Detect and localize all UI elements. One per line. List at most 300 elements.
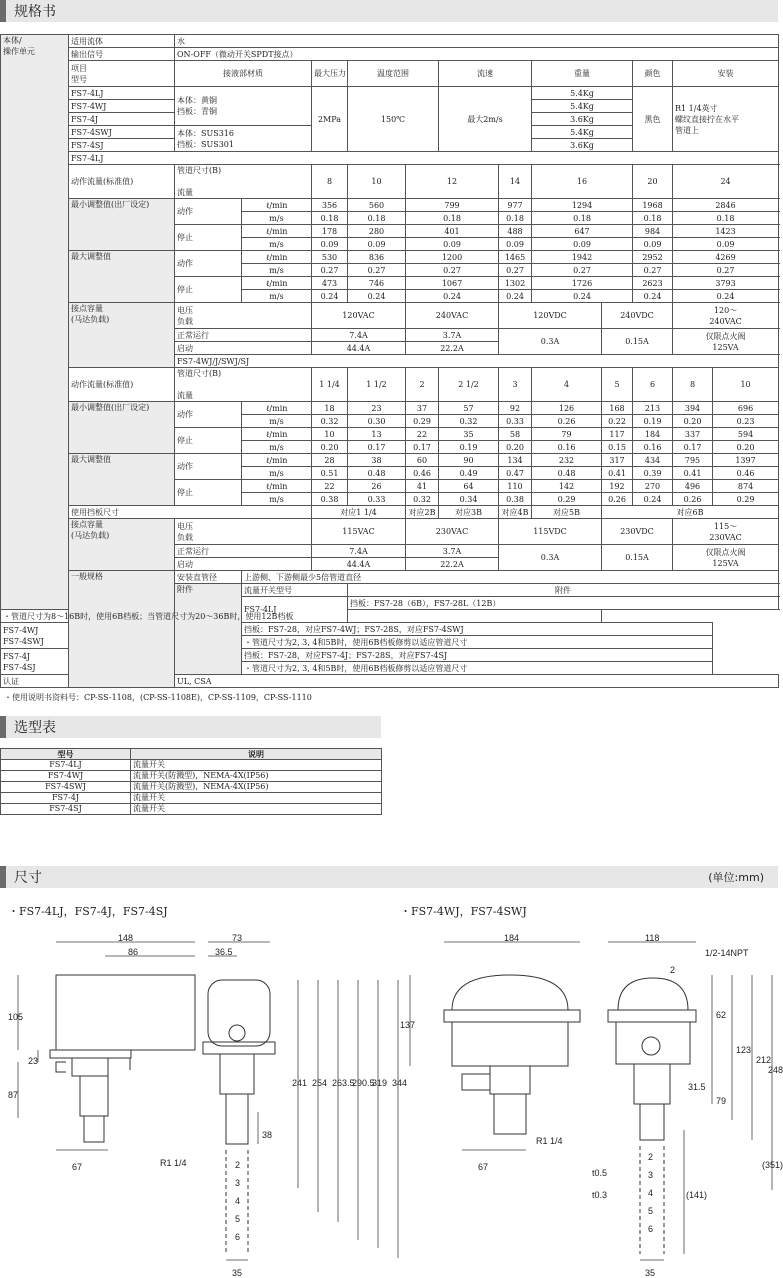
spec-header: 安装 — [673, 61, 779, 87]
dimension-label: 148 — [118, 933, 134, 943]
select-title: 选型表 — [14, 720, 56, 736]
value-cell: 38 — [348, 454, 406, 467]
cert-value: UL, CSA — [175, 675, 779, 688]
dimension-label: 263.5 — [332, 1078, 355, 1088]
value-cell: 0.18 — [633, 212, 673, 225]
voltage-cell: 230VAC — [406, 519, 499, 545]
value-cell: 0.24 — [633, 493, 673, 506]
value-cell: 90 — [439, 454, 499, 467]
value-cell: 0.18 — [312, 212, 348, 225]
voltage-cell: 120～ 240VAC — [673, 303, 779, 329]
value-cell: 473 — [312, 277, 348, 290]
value-cell: 22 — [406, 428, 439, 441]
pipe-flow-header: 管道尺寸(B) 流量 — [175, 165, 312, 199]
dimension-label: 123 — [736, 1045, 752, 1055]
action-label: 动作 — [175, 199, 242, 225]
acc-line: 挡板：FS7-28，对应FS7-4WJ；FS7-28S，对应FS7-4SWJ — [242, 623, 713, 636]
value-cell: 530 — [312, 251, 348, 264]
value-cell: 0.24 — [673, 290, 779, 303]
size-header: 1 1/2 — [348, 368, 406, 402]
adjust-label: 最小调整值(出厂设定) — [69, 402, 175, 454]
run-label: 正常运行 — [175, 329, 312, 342]
value-cell: 0.32 — [312, 415, 348, 428]
value-cell: 280 — [348, 225, 406, 238]
select-model: FS7-4J — [1, 793, 131, 804]
current-cell: 0.3A — [499, 545, 602, 571]
value-cell: 0.24 — [312, 290, 348, 303]
value-cell: 0.23 — [713, 415, 779, 428]
value-cell: 799 — [406, 199, 499, 212]
value-cell: 0.27 — [532, 264, 633, 277]
dimension-label: 79 — [716, 1096, 727, 1106]
value-cell: 0.27 — [406, 264, 499, 277]
value-cell: 0.38 — [499, 493, 532, 506]
value-cell: 60 — [406, 454, 439, 467]
value-cell: 594 — [713, 428, 779, 441]
value-cell: 1423 — [673, 225, 779, 238]
select-desc: 流量开关 — [131, 804, 382, 815]
value-cell: 2623 — [633, 277, 673, 290]
value-cell: 874 — [713, 480, 779, 493]
value-cell: 0.16 — [532, 441, 602, 454]
value-cell: 0.20 — [713, 441, 779, 454]
accessory-header: 附件 — [348, 584, 779, 597]
current-cell: 7.4A — [312, 545, 406, 558]
value-cell: 977 — [499, 199, 532, 212]
value-cell: 0.29 — [532, 493, 602, 506]
voltage-cell: 115VDC — [499, 519, 602, 545]
size-header: 14 — [499, 165, 532, 199]
voltage-cell: 120VAC — [312, 303, 406, 329]
current-cell: 0.3A — [499, 329, 602, 355]
volt-load-header: 电压 负载 — [175, 303, 312, 329]
value-cell: 0.18 — [406, 212, 499, 225]
acc-line: 挡板：FS7-28，对应FS7-4J；FS7-28S，对应FS7-4SJ — [242, 649, 713, 662]
paddle-size-label: 4 — [235, 1196, 241, 1206]
select-model: FS7-4SJ — [1, 804, 131, 815]
unit-cell: m/s — [242, 264, 312, 277]
paddle-size-label: 4 — [648, 1188, 654, 1198]
action-label: 动作 — [175, 454, 242, 480]
value-cell: 1726 — [532, 277, 633, 290]
size-header: 3 — [499, 368, 532, 402]
dim-title: 尺寸 — [14, 870, 42, 886]
value-cell: 0.09 — [633, 238, 673, 251]
value-cell: 270 — [633, 480, 673, 493]
value-cell: 10 — [312, 428, 348, 441]
acc-model-cell: FS7-4WJ FS7-4SWJ — [1, 623, 175, 649]
value-cell: 41 — [406, 480, 439, 493]
value-cell: 0.34 — [439, 493, 499, 506]
size-header: 8 — [673, 368, 713, 402]
value-cell: 0.27 — [312, 264, 348, 277]
value-cell: 1465 — [499, 251, 532, 264]
acc-line: 挡板：FS7-28（6B），FS7-28L（12B） — [348, 597, 779, 610]
general-label: 一般规格 — [69, 571, 175, 688]
dimension-label: 105 — [8, 1012, 24, 1022]
acc-line: ・管道尺寸为8～16B时，使用6B档板；当管道尺寸为20～36B时，使用12B档板 — [1, 610, 602, 623]
model-cell: FS7-4SJ — [69, 139, 175, 152]
unit-cell: m/s — [242, 290, 312, 303]
drawing-outlines — [50, 975, 696, 1254]
value-cell: 0.09 — [406, 238, 499, 251]
spec-title: 规格书 — [14, 4, 56, 20]
dimension-label: 248 — [768, 1065, 783, 1075]
acc-line: ・管道尺寸为2, 3, 4和5B时，使用6B档板修剪以适应管道尺寸 — [242, 636, 713, 649]
dimension-label: 290.5 — [352, 1078, 375, 1088]
output-value: ON-OFF（微动开关SPDT接点） — [175, 48, 779, 61]
size-header: 1 1/4 — [312, 368, 348, 402]
dimension-label: t0.5 — [592, 1168, 608, 1178]
paddle-cell: 对应3B — [439, 506, 499, 519]
dimension-label: t0.3 — [592, 1190, 608, 1200]
value-cell: 0.09 — [532, 238, 633, 251]
dimension-label: 38 — [262, 1130, 273, 1140]
adjust-label: 最大调整值 — [69, 454, 175, 506]
value-cell: 35 — [439, 428, 499, 441]
capacity-label: 接点容量 (马达负载) — [69, 519, 175, 571]
fluid-label: 适用流体 — [69, 35, 175, 48]
value-cell: 0.49 — [439, 467, 499, 480]
dimension-label: 23 — [28, 1056, 39, 1066]
unit-cell: m/s — [242, 467, 312, 480]
model-cell: FS7-4LJ — [69, 87, 175, 100]
value-cell: 0.20 — [673, 415, 713, 428]
select-model: FS7-4SWJ — [1, 782, 131, 793]
weight-cell: 3.6Kg — [532, 139, 633, 152]
value-cell: 746 — [348, 277, 406, 290]
voltage-cell: 120VDC — [499, 303, 602, 329]
size-header: 12 — [406, 165, 499, 199]
value-cell: 79 — [532, 428, 602, 441]
value-cell: 0.32 — [406, 493, 439, 506]
unit-cell: ℓ/min — [242, 402, 312, 415]
size-header: 2 — [406, 368, 439, 402]
current-cell: 44.4A — [312, 342, 406, 355]
value-cell: 0.15 — [602, 441, 633, 454]
spec-header: 最大压力 — [312, 61, 348, 87]
value-cell: 22 — [312, 480, 348, 493]
paddle-size-label: 2 — [235, 1160, 241, 1170]
value-cell: 696 — [713, 402, 779, 415]
weight-cell: 5.4Kg — [532, 87, 633, 100]
value-cell: 0.27 — [673, 264, 779, 277]
size-header: 20 — [633, 165, 673, 199]
manual-note: ・使用说明书资料号：CP-SS-1108，(CP-SS-1108E)，CP-SS-1109，CP-SS-1110 — [4, 693, 312, 702]
value-cell: 0.27 — [499, 264, 532, 277]
action-label: 停止 — [175, 480, 242, 506]
value-cell: 0.09 — [348, 238, 406, 251]
value-cell: 0.18 — [532, 212, 633, 225]
material-cell: 本体：黄铜 挡板：青铜 — [175, 87, 312, 126]
size-header: 10 — [713, 368, 779, 402]
dimension-label: 254 — [312, 1078, 328, 1088]
value-cell: 836 — [348, 251, 406, 264]
value-cell: 0.46 — [406, 467, 439, 480]
select-header: 型号 — [1, 749, 131, 760]
unit-cell: m/s — [242, 415, 312, 428]
value-cell: 0.33 — [499, 415, 532, 428]
value-cell: 58 — [499, 428, 532, 441]
size-header: 8 — [312, 165, 348, 199]
value-cell: 0.29 — [406, 415, 439, 428]
value-cell: 0.38 — [312, 493, 348, 506]
value-cell: 117 — [602, 428, 633, 441]
paddle-size-label: 6 — [648, 1224, 654, 1234]
dimension-label: 137 — [400, 1020, 416, 1030]
accessory-label: 附件 — [175, 584, 242, 675]
select-desc: 流量开关 — [131, 760, 382, 771]
unit-cell: ℓ/min — [242, 454, 312, 467]
value-cell: 434 — [633, 454, 673, 467]
dimension-label: 1/2-14NPT — [705, 948, 749, 958]
dimension-label: 319 — [372, 1078, 388, 1088]
value-cell: 0.48 — [532, 467, 602, 480]
paddle-size-label: 6 — [235, 1232, 241, 1242]
unit-label: (单位:mm) — [708, 871, 764, 884]
unit-cell: m/s — [242, 493, 312, 506]
action-label: 动作 — [175, 251, 242, 277]
value-cell: 0.41 — [602, 467, 633, 480]
value-cell: 178 — [312, 225, 348, 238]
value-cell: 28 — [312, 454, 348, 467]
paddle-size-label: 2 — [648, 1152, 654, 1162]
size-header: 10 — [348, 165, 406, 199]
install-pipe-value: 上游侧、下游侧最少5倍管道直径 — [242, 571, 779, 584]
install-cell: R1 1/4英寸 螺纹直接拧在水平 管道上 — [673, 87, 779, 152]
unit-cell: ℓ/min — [242, 480, 312, 493]
paddle-size-label: 5 — [648, 1206, 654, 1216]
select-model: FS7-4WJ — [1, 771, 131, 782]
temp-cell: 150℃ — [348, 87, 439, 152]
current-cell: 7.4A — [312, 329, 406, 342]
dimension-label: 67 — [72, 1162, 83, 1172]
value-cell: 4269 — [673, 251, 779, 264]
dimension-label: 62 — [716, 1010, 727, 1020]
group-wj: FS7-4WJ/J/SWJ/SJ — [175, 355, 779, 368]
value-cell: 168 — [602, 402, 633, 415]
unit-cell: ℓ/min — [242, 428, 312, 441]
voltage-cell: 115VAC — [312, 519, 406, 545]
value-cell: 0.48 — [348, 467, 406, 480]
action-label: 停止 — [175, 225, 242, 251]
current-cell: 3.7A — [406, 329, 499, 342]
voltage-cell: 240VAC — [406, 303, 499, 329]
value-cell: 1302 — [499, 277, 532, 290]
value-cell: 0.32 — [439, 415, 499, 428]
rated-label: 动作流量(标准值) — [69, 368, 175, 402]
value-cell: 0.26 — [602, 493, 633, 506]
value-cell: 0.20 — [499, 441, 532, 454]
paddle-size-label: 5 — [235, 1214, 241, 1224]
start-label: 启动 — [175, 342, 312, 355]
value-cell: 0.18 — [348, 212, 406, 225]
value-cell: 488 — [499, 225, 532, 238]
value-cell: 0.22 — [602, 415, 633, 428]
size-header: 2 1/2 — [439, 368, 499, 402]
value-cell: 64 — [439, 480, 499, 493]
value-cell: 0.18 — [499, 212, 532, 225]
select-model: FS7-4LJ — [1, 760, 131, 771]
value-cell: 0.24 — [348, 290, 406, 303]
dim-group-1-label: ・FS7-4LJ，FS7-4J，FS7-4SJ — [8, 905, 168, 918]
material-cell: 本体：SUS316 挡板：SUS301 — [175, 126, 312, 152]
value-cell: 1968 — [633, 199, 673, 212]
pipe-flow-header: 管道尺寸(B) 流量 — [175, 368, 312, 402]
select-header: 说明 — [131, 749, 382, 760]
value-cell: 1397 — [713, 454, 779, 467]
group-lj: FS7-4LJ — [69, 152, 779, 165]
action-label: 停止 — [175, 277, 242, 303]
dimension-label: 67 — [478, 1162, 489, 1172]
value-cell: 0.19 — [439, 441, 499, 454]
value-cell: 23 — [348, 402, 406, 415]
acc-model-cell: FS7-4J FS7-4SJ — [1, 649, 175, 675]
select-desc: 流量开关(防溅型)，NEMA-4X(IP56) — [131, 771, 382, 782]
paddle-size-label: 3 — [648, 1170, 654, 1180]
value-cell: 0.47 — [499, 467, 532, 480]
value-cell: 0.16 — [633, 441, 673, 454]
value-cell: 356 — [312, 199, 348, 212]
value-cell: 984 — [633, 225, 673, 238]
value-cell: 134 — [499, 454, 532, 467]
current-cell: 仅限点火阀 125VA — [673, 329, 779, 355]
value-cell: 0.30 — [348, 415, 406, 428]
spec-header: 流速 — [439, 61, 532, 87]
value-cell: 0.26 — [673, 493, 713, 506]
select-desc: 流量开关 — [131, 793, 382, 804]
dimension-label: 86 — [128, 947, 139, 957]
weight-cell: 3.6Kg — [532, 113, 633, 126]
dimension-label: (351) — [762, 1160, 783, 1170]
dimension-label: (141) — [686, 1190, 708, 1200]
value-cell: 26 — [348, 480, 406, 493]
acc-line: ・管道尺寸为2, 3, 4和5B时，使用6B档板修剪以适应管道尺寸 — [242, 662, 713, 675]
value-cell: 110 — [499, 480, 532, 493]
dimension-label: 2 — [670, 965, 676, 975]
dimension-label: 73 — [232, 933, 243, 943]
value-cell: 0.09 — [312, 238, 348, 251]
paddle-cell: 对应2B — [406, 506, 439, 519]
weight-cell: 5.4Kg — [532, 100, 633, 113]
value-cell: 0.26 — [532, 415, 602, 428]
value-cell: 232 — [532, 454, 602, 467]
spec-header: 重量 — [532, 61, 633, 87]
item-model-header: 项目 型号 — [69, 61, 175, 87]
value-cell: 560 — [348, 199, 406, 212]
unit-cell: ℓ/min — [242, 225, 312, 238]
value-cell: 37 — [406, 402, 439, 415]
spec-header: 温度范围 — [348, 61, 439, 87]
value-cell: 1294 — [532, 199, 633, 212]
dimension-label: 35 — [232, 1268, 243, 1278]
model-cell: FS7-4SWJ — [69, 126, 175, 139]
value-cell: 0.24 — [406, 290, 499, 303]
unit-cell: ℓ/min — [242, 277, 312, 290]
voltage-cell: 230VDC — [602, 519, 673, 545]
value-cell: 0.17 — [348, 441, 406, 454]
paddle-cell: 对应1 1/4 — [312, 506, 406, 519]
value-cell: 92 — [499, 402, 532, 415]
value-cell: 2846 — [673, 199, 779, 212]
value-cell: 0.24 — [532, 290, 633, 303]
fluid-value: 水 — [175, 35, 779, 48]
value-cell: 0.29 — [713, 493, 779, 506]
value-cell: 142 — [532, 480, 602, 493]
value-cell: 13 — [348, 428, 406, 441]
size-header: 16 — [532, 165, 633, 199]
dimension-label: 344 — [392, 1078, 408, 1088]
current-cell: 0.15A — [602, 545, 673, 571]
value-cell: 0.18 — [673, 212, 779, 225]
cert-label: 认证 — [1, 675, 69, 688]
value-cell: 2952 — [633, 251, 673, 264]
action-label: 停止 — [175, 428, 242, 454]
value-cell: 0.24 — [499, 290, 532, 303]
value-cell: 317 — [602, 454, 633, 467]
unit-cell: m/s — [242, 441, 312, 454]
volt-load-header: 电压 负载 — [175, 519, 312, 545]
value-cell: 1200 — [406, 251, 499, 264]
install-pipe-label: 安装直管径 — [175, 571, 242, 584]
unit-cell: m/s — [242, 212, 312, 225]
value-cell: 184 — [633, 428, 673, 441]
value-cell: 0.39 — [633, 467, 673, 480]
paddle-cell: 对应5B — [532, 506, 602, 519]
dimension-label: R1 1/4 — [536, 1136, 563, 1146]
size-header: 6 — [633, 368, 673, 402]
value-cell: 1067 — [406, 277, 499, 290]
acc-model-cell: FS7-4LJ — [242, 597, 348, 623]
value-cell: 18 — [312, 402, 348, 415]
value-cell: 0.51 — [312, 467, 348, 480]
paddle-cell: 对应4B — [499, 506, 532, 519]
color-cell: 黑色 — [633, 87, 673, 152]
model-cell: FS7-4J — [69, 113, 175, 126]
dimension-label: 35 — [645, 1268, 656, 1278]
value-cell: 0.27 — [348, 264, 406, 277]
value-cell: 0.09 — [673, 238, 779, 251]
paddle-size-label: 3 — [235, 1178, 241, 1188]
current-cell: 22.2A — [406, 342, 499, 355]
dimension-label: 212 — [756, 1055, 772, 1065]
dimension-label: 118 — [645, 933, 660, 943]
dimension-label: 184 — [504, 933, 520, 943]
current-cell: 3.7A — [406, 545, 499, 558]
value-cell: 795 — [673, 454, 713, 467]
value-cell: 0.09 — [499, 238, 532, 251]
dim-group-2-label: ・FS7-4WJ，FS7-4SWJ — [400, 905, 527, 918]
capacity-label: 接点容量 (马达负载) — [69, 303, 175, 368]
run-label: 正常运行 — [175, 545, 312, 558]
value-cell: 0.33 — [348, 493, 406, 506]
value-cell: 496 — [673, 480, 713, 493]
value-cell: 1942 — [532, 251, 633, 264]
paddle-label: 使用挡板尺寸 — [69, 506, 312, 519]
output-label: 输出信号 — [69, 48, 175, 61]
weight-cell: 5.4Kg — [532, 126, 633, 139]
action-label: 动作 — [175, 402, 242, 428]
voltage-cell: 115～ 230VAC — [673, 519, 779, 545]
unit-cell: ℓ/min — [242, 251, 312, 264]
size-header: 24 — [673, 165, 779, 199]
value-cell: 0.19 — [633, 415, 673, 428]
current-cell: 22.2A — [406, 558, 499, 571]
dimension-label: R1 1/4 — [160, 1158, 187, 1168]
size-header: 5 — [602, 368, 633, 402]
unit-cell: m/s — [242, 238, 312, 251]
model-cell: FS7-4WJ — [69, 100, 175, 113]
